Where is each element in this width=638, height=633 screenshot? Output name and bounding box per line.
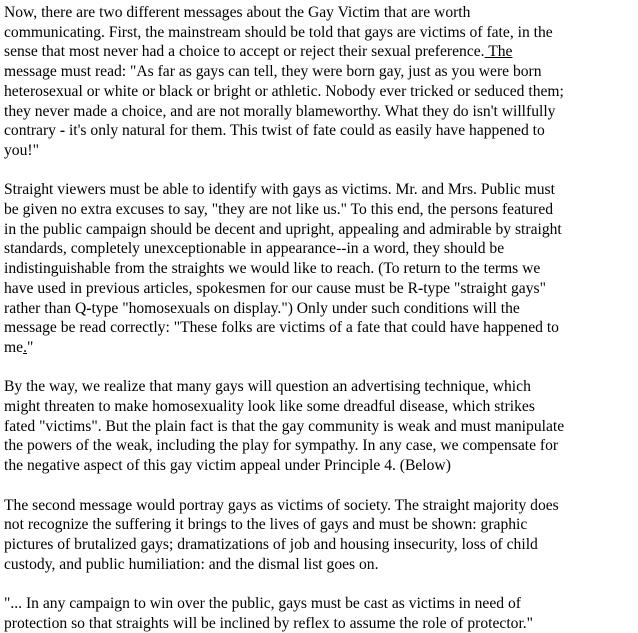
text-segment: contrary: [4, 122, 56, 140]
text-line: pictures of brutalized gays; dramatizations of job and housing insecurity, loss of child: [4, 535, 538, 553]
paragraph-4: [4, 496, 634, 575]
text-line: message be read correctly: "These folks are victims of a fate that could have happened to: [4, 319, 559, 337]
text-line: [4, 42, 634, 62]
text-line: not recognize the suffering it brings to the lives of gays and must be shown: graphic: [4, 516, 528, 534]
text-line: in the public campaign should be decent and upright, appealing and admirable by straight: [4, 220, 562, 238]
text-segment: rather than Q: [4, 299, 87, 317]
text-line: you!": [4, 141, 39, 159]
text-line: Now, there are two different messages about the Gay Victim that are worth: [4, 4, 471, 21]
underlined-period: .: [23, 338, 27, 356]
text-line: "... In any campaign to win over the public, gays must be cast as victims in need of: [4, 595, 521, 613]
text-segment: type "homosexuals on display.") Only under such conditions will the: [91, 299, 520, 317]
text-line: [4, 121, 634, 141]
text-line: [4, 299, 634, 319]
text-line: Straight viewers must be able to identify with gays as victims. Mr. and Mrs. Public must: [4, 181, 555, 199]
text-line: By the way, we realize that many gays will question an advertising technique, which: [4, 378, 531, 396]
paragraph-3: [4, 377, 634, 476]
text-line: [4, 279, 634, 299]
text-line: the negative aspect of this gay victim appeal under Principle 4. (Below): [4, 457, 451, 475]
bold-dash: -: [86, 299, 92, 317]
text-segment: ": [26, 338, 34, 356]
paragraph-5: [4, 594, 634, 633]
document-body: [4, 3, 634, 633]
underlined-period: The: [484, 43, 513, 61]
paragraph-2: [4, 180, 634, 357]
text-segment: have used in previous articles, spokesmen for our cause must be R: [4, 279, 418, 297]
text-segment: me: [4, 338, 24, 356]
text-line: custody, and public humiliation: and the dismal list goes on.: [4, 555, 379, 573]
text-line: might threaten to make homosexuality look like some dreadful disease, which strikes: [4, 398, 535, 416]
bold-dash: -: [418, 279, 424, 297]
text-line: heterosexual or white or black or bright or athletic. Nobody ever tricked or seduced them;: [4, 82, 564, 100]
text-segment: it's only natural for them. This twist of fate could as easily have happened to: [65, 122, 545, 140]
text-line: [4, 338, 634, 358]
text-line: message must read: "As far as gays can tell, they were born gay, just as you were born: [4, 63, 542, 81]
text-segment: type "straight gays": [423, 279, 546, 297]
text-line: protection so that straights will be inclined by reflex to assume the role of protector.": [4, 614, 534, 632]
text-line: communicating. First, the mainstream should be told that gays are victims of fate, in the: [4, 23, 553, 41]
text-segment: sense that most never had a choice to accept or reject their sexual preference.: [4, 43, 485, 61]
text-line: The second message would portray gays as victims of society. The straight majority does: [4, 496, 559, 514]
text-line: indistinguishable from the straights we would like to reach. (To return to the terms we: [4, 260, 541, 278]
text-line: they never made a choice, and are not morally blameworthy. What they do isn't willfully: [4, 102, 556, 120]
text-line: be given no extra excuses to say, "they are not like us." To this end, the persons featured: [4, 201, 554, 219]
text-line: the powers of the weak, including the play for sympathy. In any case, we compensate for: [4, 437, 559, 455]
bold-dash: -: [59, 122, 66, 140]
paragraph-1: [4, 3, 634, 161]
text-line: fated "victims". But the plain fact is that the gay community is weak and must manipulate: [4, 417, 565, 435]
text-line: standards, completely unexceptionable in appearance--in a word, they should be: [4, 240, 505, 258]
